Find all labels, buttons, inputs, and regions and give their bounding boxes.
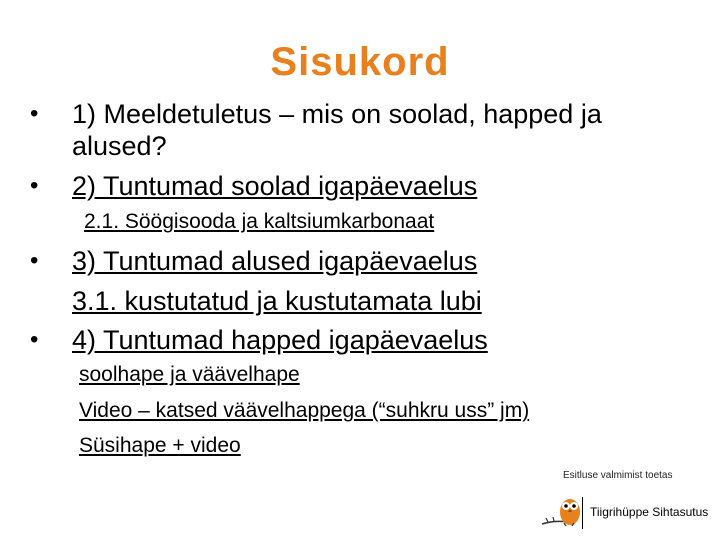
logo-divider [582, 497, 583, 529]
toc-link-carbonic[interactable]: Süsihape + video [79, 434, 241, 457]
bullet: • [30, 172, 39, 199]
toc-link-2[interactable]: 2) Tuntumad soolad igapäevaelus [72, 171, 478, 201]
bullet: • [30, 326, 39, 353]
toc-link-3-1[interactable]: 3.1. kustutatud ja kustutamata lubi [72, 286, 482, 316]
slide-title: Sisukord [270, 40, 450, 84]
toc-link-2-1[interactable]: 2.1. Söögisooda ja kaltsiumkarbonaat [84, 210, 435, 233]
toc-link-acids[interactable]: soolhape ja väävelhape [79, 363, 300, 386]
sponsor-logo-text: Tiigrihüppe Sihtasutus [590, 505, 709, 519]
bullet: • [30, 247, 39, 274]
sponsor-note: Esitluse valmimist toetas [563, 470, 673, 481]
toc-link-4[interactable]: 4) Tuntumad happed igapäevaelus [72, 325, 488, 355]
toc-item-1-cont: alused? [72, 131, 167, 161]
toc-link-video[interactable]: Video – katsed väävelhappega (“suhkru uss” jm) [79, 399, 530, 422]
toc-item-1: 1) Meeldetuletus – mis on soolad, happed ja [72, 99, 602, 129]
bullet: • [30, 100, 39, 127]
toc-link-3[interactable]: 3) Tuntumad alused igapäevaelus [72, 246, 478, 276]
